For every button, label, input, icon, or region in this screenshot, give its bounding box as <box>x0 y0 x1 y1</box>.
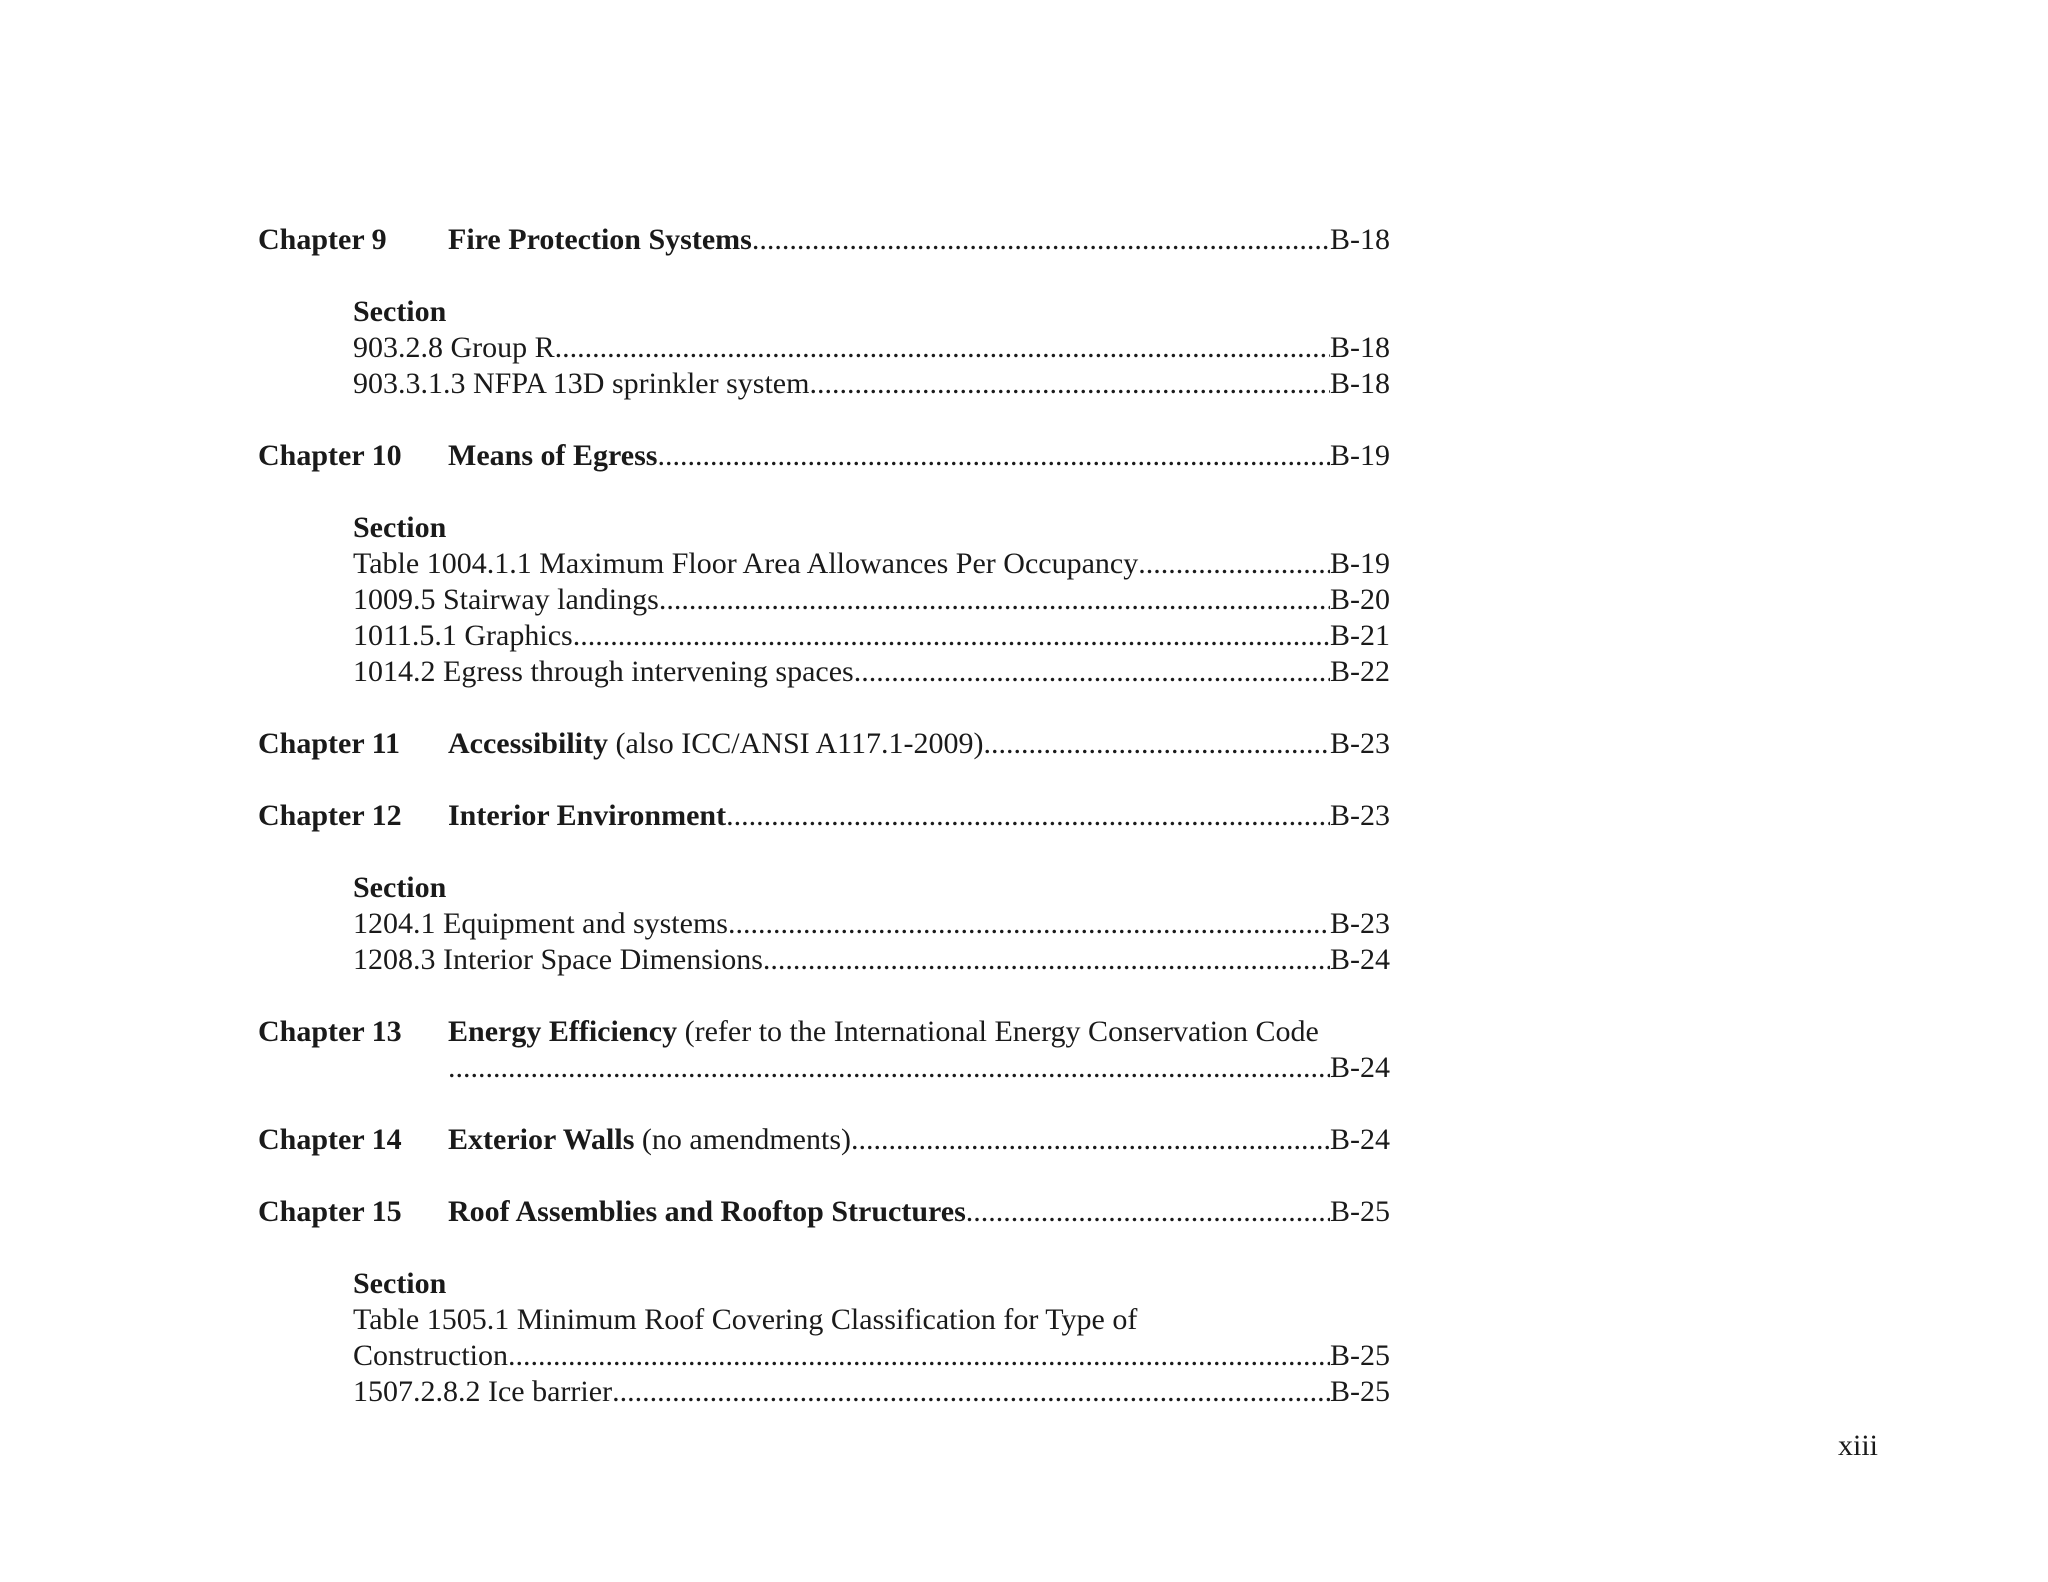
section-title: 1009.5 Stairway landings <box>353 583 659 616</box>
chapter-label: Chapter 11 <box>258 727 400 760</box>
chapter-entry[interactable] <box>448 1014 1319 1050</box>
section-entry[interactable] <box>353 906 1390 942</box>
leader-dots <box>612 1374 1330 1410</box>
page-reference: B-24 <box>1330 1123 1390 1156</box>
page-reference: B-23 <box>1330 799 1390 832</box>
chapter-label: Chapter 15 <box>258 1195 402 1228</box>
page-reference: B-25 <box>1330 1195 1390 1228</box>
page-reference: B-22 <box>1330 655 1390 688</box>
section-title: 1011.5.1 Graphics <box>353 619 573 652</box>
leader-dots <box>726 798 1330 834</box>
leader-dots <box>508 1338 1330 1374</box>
chapter-entry[interactable] <box>448 438 1390 474</box>
chapter-label: Chapter 12 <box>258 799 402 832</box>
leader-dots <box>657 438 1330 474</box>
leader-dots <box>984 726 1330 762</box>
chapter-title: Exterior Walls <box>448 1123 635 1156</box>
section-title: 903.3.1.3 NFPA 13D sprinkler system <box>353 367 810 400</box>
chapter-entry-continuation[interactable] <box>448 1050 1390 1086</box>
leader-dots <box>1138 546 1330 582</box>
section-title: 1507.2.8.2 Ice barrier <box>353 1375 613 1408</box>
section-heading: Section <box>353 1267 447 1300</box>
chapter-entry[interactable] <box>448 726 1390 762</box>
chapter-entry[interactable] <box>448 798 1390 834</box>
section-entry-continuation[interactable] <box>353 1338 1390 1374</box>
section-title: 903.2.8 Group R <box>353 331 555 364</box>
section-entry[interactable] <box>353 618 1390 654</box>
section-entry[interactable] <box>353 366 1390 402</box>
leader-dots <box>728 906 1330 942</box>
page-reference: B-19 <box>1330 547 1390 580</box>
section-entry[interactable] <box>353 582 1390 618</box>
page-reference: B-24 <box>1330 943 1390 976</box>
leader-dots <box>966 1194 1330 1230</box>
section-title: Table 1004.1.1 Maximum Floor Area Allowances Per Occupancy <box>353 547 1139 580</box>
section-heading: Section <box>353 511 447 544</box>
section-title: 1014.2 Egress through intervening spaces <box>353 655 854 688</box>
chapter-suffix: (refer to the International Energy Conservation Code <box>677 1015 1319 1048</box>
leader-dots <box>763 942 1330 978</box>
section-heading: Section <box>353 295 447 328</box>
page-reference: B-25 <box>1330 1339 1390 1372</box>
section-entry[interactable] <box>353 330 1390 366</box>
page-reference: B-21 <box>1330 619 1390 652</box>
leader-dots <box>854 654 1330 690</box>
leader-dots <box>573 618 1330 654</box>
section-title: 1204.1 Equipment and systems <box>353 907 728 940</box>
chapter-entry[interactable] <box>448 1194 1390 1230</box>
leader-dots <box>752 222 1330 258</box>
section-title-continuation: Construction <box>353 1339 508 1372</box>
section-entry[interactable] <box>353 654 1390 690</box>
chapter-suffix: (no amendments) <box>634 1123 851 1156</box>
page-reference: B-18 <box>1330 331 1390 364</box>
leader-dots <box>448 1050 1330 1086</box>
section-entry[interactable] <box>353 942 1390 978</box>
chapter-suffix: (also ICC/ANSI A117.1-2009) <box>607 727 984 760</box>
leader-dots <box>851 1122 1330 1158</box>
page-reference: B-23 <box>1330 907 1390 940</box>
page-reference: B-23 <box>1330 727 1390 760</box>
page-reference: B-24 <box>1330 1051 1390 1084</box>
chapter-title: Interior Environment <box>448 799 727 832</box>
chapter-title: Fire Protection Systems <box>448 223 752 256</box>
page-reference: B-25 <box>1330 1375 1390 1408</box>
footer-page-number: xiii <box>1838 1429 1879 1462</box>
page-reference: B-19 <box>1330 439 1390 472</box>
section-entry[interactable] <box>353 546 1390 582</box>
chapter-title: Means of Egress <box>448 439 658 472</box>
section-title: 1208.3 Interior Space Dimensions <box>353 943 763 976</box>
page-reference: B-18 <box>1330 223 1390 256</box>
leader-dots <box>555 330 1330 366</box>
leader-dots <box>809 366 1330 402</box>
chapter-label: Chapter 9 <box>258 223 387 256</box>
chapter-label: Chapter 10 <box>258 439 402 472</box>
leader-dots <box>659 582 1330 618</box>
chapter-title: Accessibility <box>448 727 608 760</box>
chapter-entry[interactable] <box>448 222 1390 258</box>
section-title[interactable]: Table 1505.1 Minimum Roof Covering Classification for Type of <box>353 1303 1138 1336</box>
chapter-title: Energy Efficiency <box>448 1015 678 1048</box>
section-entry[interactable] <box>353 1374 1390 1410</box>
page-reference: B-18 <box>1330 367 1390 400</box>
chapter-label: Chapter 13 <box>258 1015 402 1048</box>
chapter-label: Chapter 14 <box>258 1123 402 1156</box>
section-heading: Section <box>353 871 447 904</box>
chapter-title: Roof Assemblies and Rooftop Structures <box>448 1195 966 1228</box>
page-reference: B-20 <box>1330 583 1390 616</box>
chapter-entry[interactable] <box>448 1122 1390 1158</box>
